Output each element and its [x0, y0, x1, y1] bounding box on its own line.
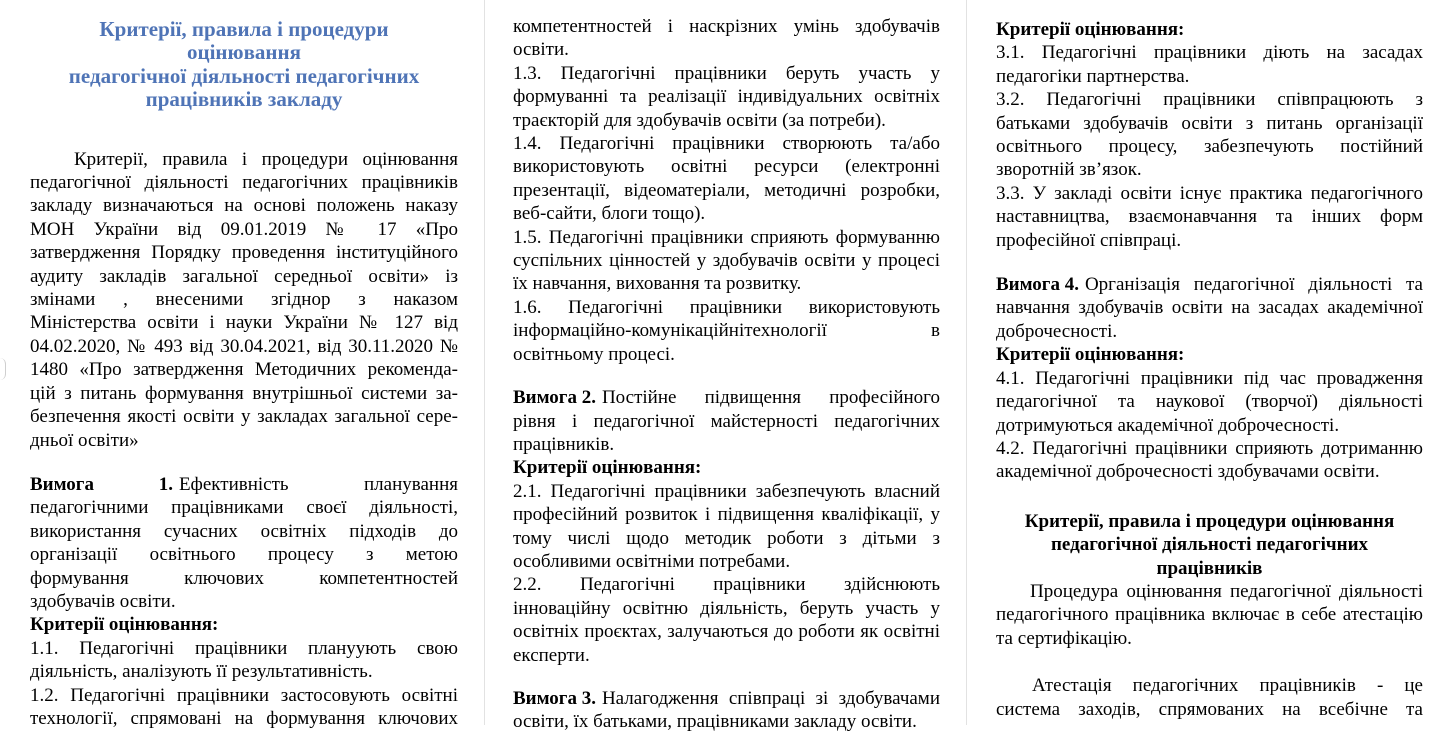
requirement-label: Вимога 1. [30, 473, 173, 495]
text-line: рівня і педагогічної майстерності педагогічних [513, 410, 940, 432]
text-line: 3.2. Педагогічні працівники співпрацюють з [996, 89, 1423, 111]
subtitle-line: працівників [1156, 557, 1263, 579]
text-line: педагогічного працівника включає в себе атестацію [996, 604, 1423, 626]
text-line: здобувачів освіти. [30, 590, 176, 612]
column-divider-1 [484, 0, 485, 725]
text-line: освітнього процесу, забезпечують постійний [996, 136, 1423, 158]
text-line: професійний розвиток і підвищення кваліфікації, у [513, 504, 940, 526]
column-2 [513, 15, 940, 740]
text-line: доброчесності. [996, 320, 1118, 342]
text-line: 1.3. Педагогічні працівники беруть участь у [513, 62, 940, 84]
text-line: безпечення якості освіти у закладах загальної сере- [30, 406, 458, 428]
text-line: Критерії, правила і процедури оцінювання [74, 148, 458, 170]
title-line: працівників закладу [145, 87, 343, 112]
text-line: 04.02.2020, № 493 від 30.04.2021, від 30.11.2020 № [30, 335, 458, 357]
document-title [30, 18, 458, 112]
criteria-heading: Критерії оцінювання: [513, 457, 702, 479]
text-line: експерти. [513, 644, 590, 666]
text-line: зворотній зв’язок. [996, 159, 1142, 181]
text-line: 1.5. Педагогічні працівники сприяють формуванню [513, 226, 940, 248]
text-line: система заходів, спрямованих на всебічне та [996, 698, 1423, 720]
text-line: використовують освітні ресурси (електронні [513, 156, 940, 178]
text-line: затвердження Порядку проведення інституційного [30, 242, 458, 264]
text-line: Ефективність планування [178, 473, 458, 495]
text-line: 2.1. Педагогічні працівники забезпечують власний [513, 480, 940, 502]
text-line: Атестація педагогічних працівників - це [1032, 675, 1423, 697]
text-line: суспільних цінностей у здобувачів освіти у процесі [513, 250, 940, 272]
criteria-list [996, 367, 1423, 484]
criteria-list-continued [513, 15, 940, 366]
text-line: технології, спрямовані на формування ключових [30, 707, 458, 729]
text-line: Налагодження співпраці зі здобувачами [601, 687, 940, 709]
text-line: використання сучасних освітніх підходів до [30, 520, 458, 542]
text-line: батьками здобувачів освіти з питань організації [996, 112, 1423, 134]
text-line: освітніх проєктах, залучаються до роботи як освітні [513, 621, 940, 643]
text-line: цій з питань формування внутрішньої системи за- [30, 382, 458, 404]
text-line: Процедура оцінювання педагогічної діяльності [1030, 580, 1423, 602]
text-line: 4.2. Педагогічні працівники сприяють дотриманню [996, 437, 1423, 459]
attestation-paragraph [996, 674, 1423, 721]
text-line: дньої освіти» [30, 429, 139, 451]
text-line: 1.4. Педагогічні працівники створюють та/або [513, 133, 940, 155]
text-line: МОН України від 09.01.2019 № 17 «Про [30, 218, 458, 240]
text-line: аудиту закладів загальної середньої освіти» із [30, 265, 458, 287]
criteria-list [30, 637, 458, 731]
text-line: педагогіки партнерства. [996, 65, 1190, 87]
section-subtitle [996, 510, 1423, 580]
requirement-label: Вимога 4. [996, 274, 1079, 296]
column-3 [996, 18, 1423, 743]
text-line: особливими освітніми потребами. [513, 550, 791, 572]
text-line: та сертифікацію. [996, 627, 1132, 649]
text-line: Організація педагогічної діяльності та [1084, 274, 1423, 296]
text-line: презентації, відеоматеріали, методичні розробки, [513, 179, 940, 201]
requirement-2 [513, 386, 940, 456]
text-line: їх навчання, виховання та розвитку. [513, 273, 802, 295]
text-line: формування ключових компетентностей [30, 567, 458, 589]
column-1 [30, 18, 458, 743]
text-line: дотримуються академічної доброчесності. [996, 414, 1340, 436]
title-line: оцінювання [187, 40, 301, 65]
text-line: 2.2. Педагогічні працівники здійснюють [513, 574, 940, 596]
criteria-list [996, 41, 1423, 252]
criteria-heading: Критерії оцінювання: [996, 19, 1185, 40]
text-line: траєкторій для здобувачів освіти (за потреби). [513, 109, 886, 131]
requirement-1 [30, 473, 458, 613]
text-line: компетентностей і наскрізних умінь здобувачів [513, 16, 940, 37]
subtitle-line: педагогічної діяльності педагогічних [1050, 534, 1369, 556]
text-line: 4.1. Педагогічні працівники під час провадження [996, 367, 1423, 389]
text-line: 1.2. Педагогічні працівники застосовують освітні [30, 684, 458, 706]
subtitle-line: Критерії, правила і процедури оцінювання [1024, 510, 1395, 532]
text-line: освіти. [513, 39, 569, 61]
text-line: академічної доброчесності здобувачами освіти. [996, 461, 1380, 483]
requirement-label: Вимога 2. [513, 387, 596, 409]
text-line: навчання здобувачів освіти на засадах академічної [996, 297, 1423, 319]
title-line: педагогічної діяльності педагогічних [68, 63, 420, 88]
text-line: 1.6. Педагогічні працівники використовують [513, 296, 940, 318]
text-line: організації освітнього процесу з метою [30, 544, 458, 566]
title-line: Критерії, правила і процедури [99, 18, 389, 41]
text-line: інноваційну освітню діяльність, беруть участь у [513, 597, 940, 619]
text-line: педагогічної та наукової (творчої) діяльності [996, 391, 1423, 413]
text-line: освіти, їх батьками, працівниками закладу освіти. [513, 711, 917, 733]
criteria-list [513, 480, 940, 667]
text-line: інформаційно-комунікаційнітехнології в [513, 320, 940, 342]
text-line: 1.1. Педагогічні працівники плануують свою [30, 637, 458, 659]
intro-paragraph [30, 148, 458, 452]
text-line: веб-сайти, блоги тощо). [513, 203, 706, 225]
requirement-4 [996, 273, 1423, 343]
text-line: закладу визначаються на основі положень наказу [30, 195, 458, 217]
page-edge-handle [0, 358, 6, 380]
text-line: педагогічними працівниками своєї діяльності, [30, 497, 458, 519]
text-line: Постійне підвищення професійного [601, 387, 940, 409]
text-line: працівників. [513, 433, 615, 455]
text-line: формуванні та реалізації індивідуальних освітніх [513, 86, 940, 108]
text-line: наставництва, взаємонавчання та інших форм [996, 206, 1423, 228]
text-line: освітньому процесі. [513, 343, 675, 365]
text-line: Міністерства освіти і науки України № 127 від [30, 312, 458, 334]
text-line: тому числі щодо методик роботи з дітьми з [513, 527, 940, 549]
text-line: 3.3. У закладі освіти існує практика педагогічного [996, 182, 1423, 204]
text-line: педагогічної діяльності педагогічних працівників [30, 172, 458, 194]
text-line: 3.1. Педагогічні працівники діють на засадах [996, 42, 1423, 64]
criteria-heading: Критерії оцінювання: [30, 614, 219, 636]
procedure-paragraph [996, 580, 1423, 650]
criteria-heading: Критерії оцінювання: [996, 344, 1185, 366]
text-line: діяльність, аналізують її результативність. [30, 661, 373, 683]
text-line: професійної співпраці. [996, 229, 1182, 251]
text-line: змінами , внесеними згіднор з наказом [30, 289, 458, 311]
requirement-label: Вимога 3. [513, 687, 596, 709]
column-divider-2 [966, 0, 967, 725]
requirement-3 [513, 687, 940, 734]
text-line: 1480 «Про затвердження Методичних рекоменда- [30, 359, 458, 381]
